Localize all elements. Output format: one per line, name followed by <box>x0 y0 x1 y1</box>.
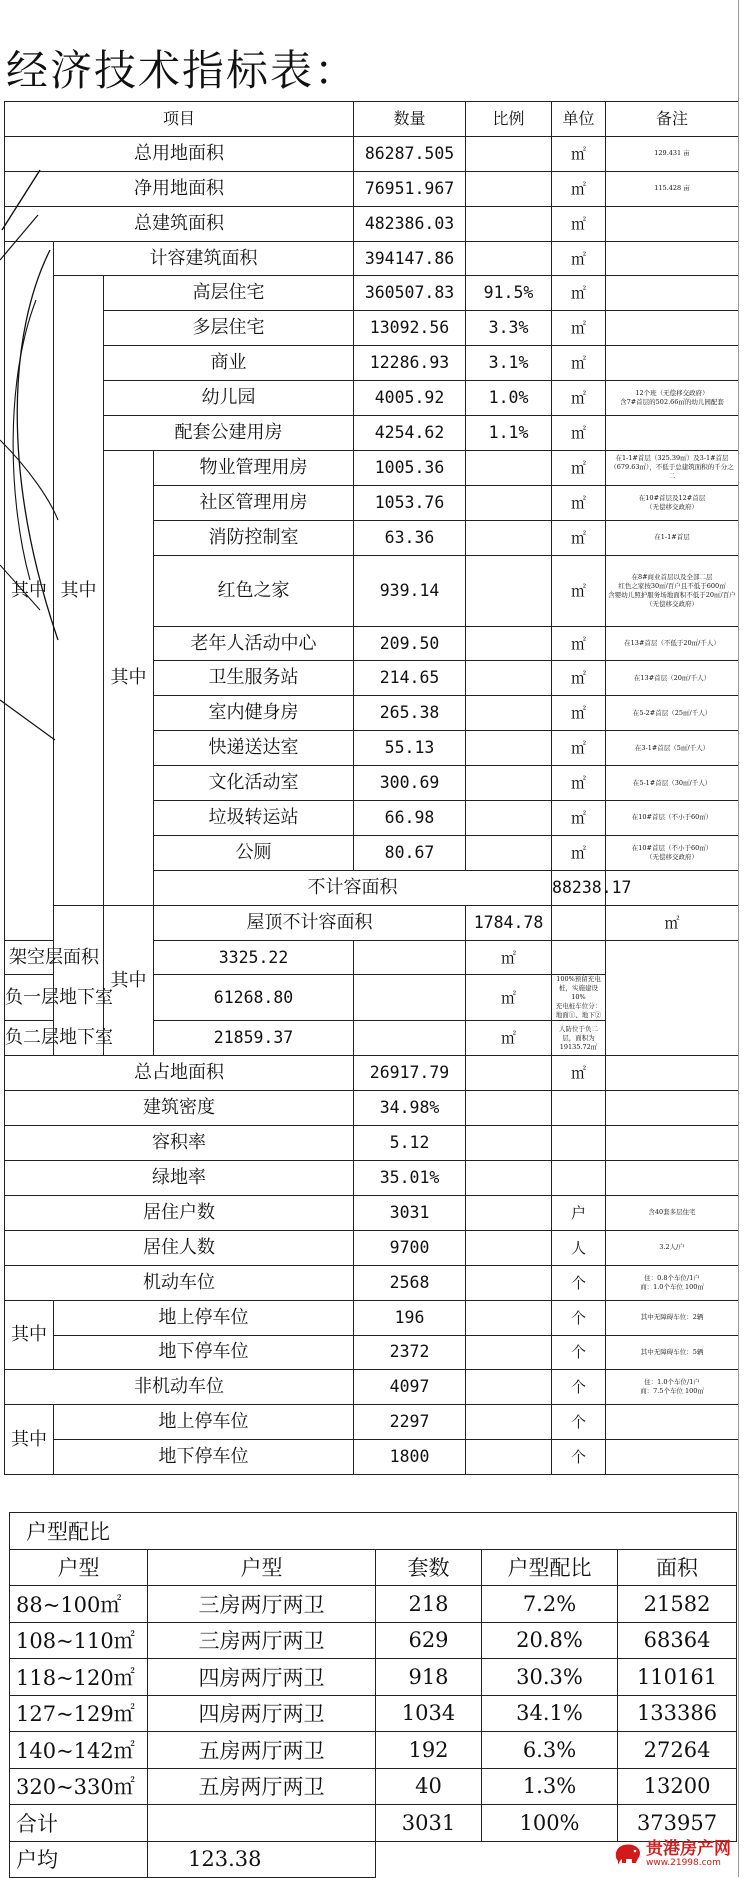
total-empty <box>148 1805 376 1842</box>
table-row <box>10 1695 737 1732</box>
row-ratio <box>466 520 552 555</box>
row-label: 垃圾转运站 <box>154 801 354 836</box>
table-row <box>5 171 739 206</box>
row-qty: 13092.56 <box>354 311 466 346</box>
row-unit: 个 <box>552 1335 606 1370</box>
group-label-qizhong: 其中 <box>5 241 54 940</box>
table-row <box>5 136 739 171</box>
unit-layout: 五房两厅两卫 <box>148 1768 376 1805</box>
row-ratio: 3.1% <box>466 346 552 381</box>
average-value: 123.38 <box>148 1841 376 1878</box>
row-unit: 个 <box>552 1405 606 1440</box>
unit-layout: 三房两厅两卫 <box>148 1622 376 1659</box>
unit-mix-caption: 户型配比 <box>10 1513 737 1550</box>
row-label: 总用地面积 <box>5 136 354 171</box>
row-ratio <box>466 206 552 241</box>
unit-size: 88~100㎡ <box>10 1586 148 1623</box>
row-note: 在13#首层（20㎡/千人） <box>606 661 739 696</box>
row-note <box>552 975 606 1021</box>
unit-size: 320~330㎡ <box>10 1768 148 1805</box>
row-qty: 86287.505 <box>354 136 466 171</box>
unit-count: 918 <box>376 1659 482 1696</box>
row-ratio <box>466 801 552 836</box>
row-unit: ㎡ <box>606 905 739 940</box>
row-unit: ㎡ <box>552 450 606 485</box>
row-unit: ㎡ <box>552 835 606 870</box>
table-row <box>5 1335 739 1370</box>
note-line: 在10#首层及12#首层 <box>638 493 706 502</box>
row-unit: ㎡ <box>552 801 606 836</box>
note-line: 在8#商业首层以及全部二层 <box>631 572 713 581</box>
row-ratio <box>466 766 552 801</box>
row-label: 配套公建用房 <box>104 416 354 451</box>
note-line: 充电桩车位分：地面①、地下② <box>555 1002 602 1020</box>
row-qty: 26917.79 <box>354 1056 466 1091</box>
row-unit: ㎡ <box>552 731 606 766</box>
row-qty: 4097 <box>354 1370 466 1405</box>
row-label: 居住人数 <box>5 1230 354 1265</box>
row-label: 屋顶不计容面积 <box>154 905 466 940</box>
row-label: 多层住宅 <box>104 311 354 346</box>
row-note: 在1-1#首层 <box>606 520 739 555</box>
row-qty: 2372 <box>354 1335 466 1370</box>
row-ratio <box>466 1405 552 1440</box>
row-note <box>606 835 739 870</box>
row-qty: 55.13 <box>354 731 466 766</box>
row-ratio <box>466 136 552 171</box>
row-note <box>606 1440 739 1475</box>
row-ratio <box>354 940 466 975</box>
row-unit: ㎡ <box>552 171 606 206</box>
row-note: 在13#首层（不低于20㎡/千人） <box>606 626 739 661</box>
row-unit: ㎡ <box>466 940 552 975</box>
unit-layout: 三房两厅两卫 <box>148 1586 376 1623</box>
table-row <box>5 206 739 241</box>
header-ratio: 比例 <box>466 102 552 137</box>
note-line: 红色之家按30㎡/百户且不低于600㎡ <box>618 581 726 590</box>
note-line: 含7#首层的502.66㎡的幼儿园配套 <box>620 398 724 407</box>
header-unit: 单位 <box>552 102 606 137</box>
watermark-logo <box>612 1836 731 1872</box>
row-qty: 394147.86 <box>354 241 466 276</box>
unit-ratio: 6.3% <box>482 1732 618 1769</box>
row-label: 老年人活动中心 <box>154 626 354 661</box>
unit-area: 13200 <box>618 1768 737 1805</box>
row-unit <box>552 1091 606 1126</box>
total-ratio: 100% <box>482 1805 618 1842</box>
row-qty: 61268.80 <box>154 975 354 1021</box>
note-line: （无偿移交政府） <box>646 599 699 608</box>
row-note: 其中无障碍车位：5辆 <box>606 1335 739 1370</box>
row-qty: 35.01% <box>354 1161 466 1196</box>
row-ratio <box>466 485 552 520</box>
row-ratio <box>354 975 466 1021</box>
note-line: 商：1.0个车位 100㎡ <box>640 1282 704 1291</box>
row-unit: ㎡ <box>552 661 606 696</box>
row-qty: 63.36 <box>354 520 466 555</box>
row-qty: 12286.93 <box>354 346 466 381</box>
row-unit <box>552 1126 606 1161</box>
table-row <box>5 1300 739 1335</box>
row-note <box>606 1161 739 1196</box>
unit-area: 21582 <box>618 1586 737 1623</box>
row-unit: ㎡ <box>552 346 606 381</box>
total-count: 3031 <box>376 1805 482 1842</box>
row-label: 快递送达室 <box>154 731 354 766</box>
unit-layout: 四房两厅两卫 <box>148 1659 376 1696</box>
group-label-qizhong: 其中 <box>5 1300 54 1370</box>
row-unit: ㎡ <box>552 311 606 346</box>
row-ratio <box>466 450 552 485</box>
row-label: 容积率 <box>5 1126 354 1161</box>
unit-mix-header: 户型 <box>148 1549 376 1586</box>
row-note <box>606 485 739 520</box>
table-row <box>5 381 739 416</box>
row-note: 其中无障碍车位：2辆 <box>606 1300 739 1335</box>
row-note <box>606 1091 739 1126</box>
row-note <box>606 346 739 381</box>
row-unit: 个 <box>552 1440 606 1475</box>
note-line: 住：1.0个车位/1户 <box>644 1378 700 1387</box>
row-label: 红色之家 <box>154 555 354 626</box>
row-note <box>606 1265 739 1300</box>
unit-count: 1034 <box>376 1695 482 1732</box>
table-row <box>5 905 739 940</box>
average-label: 户均 <box>10 1841 148 1878</box>
row-note <box>606 206 739 241</box>
table-row <box>10 1732 737 1769</box>
note-line: （679.63㎡），不低于总建筑面积的千分之二 <box>610 463 734 481</box>
row-note <box>606 311 739 346</box>
row-note: 人防位于负二层，面积为19135.72㎡ <box>552 1021 606 1056</box>
row-ratio <box>466 696 552 731</box>
group-label-qizhong: 其中 <box>54 276 104 905</box>
row-qty: 482386.03 <box>354 206 466 241</box>
row-unit: ㎡ <box>552 136 606 171</box>
unit-count: 192 <box>376 1732 482 1769</box>
row-ratio <box>466 1230 552 1265</box>
row-qty: 300.69 <box>354 766 466 801</box>
table-row <box>5 1056 739 1091</box>
row-unit: ㎡ <box>466 1021 552 1056</box>
row-ratio <box>466 1370 552 1405</box>
row-qty: 214.65 <box>354 661 466 696</box>
total-area: 373957 <box>618 1805 737 1842</box>
page-title: 经济技术指标表： <box>6 46 359 95</box>
row-ratio <box>466 1195 552 1230</box>
row-label: 机动车位 <box>5 1265 354 1300</box>
table-row <box>5 1370 739 1405</box>
row-label: 居住户数 <box>5 1195 354 1230</box>
table-row <box>5 276 739 311</box>
row-label: 建筑密度 <box>5 1091 354 1126</box>
table-row <box>5 1195 739 1230</box>
row-label: 高层住宅 <box>104 276 354 311</box>
page-edge-line <box>738 0 739 1877</box>
table-row <box>5 1265 739 1300</box>
row-ratio <box>466 626 552 661</box>
unit-area: 110161 <box>618 1659 737 1696</box>
row-qty: 265.38 <box>354 696 466 731</box>
row-label: 不计容面积 <box>154 870 552 905</box>
table-row <box>5 1091 739 1126</box>
unit-mix-header: 户型配比 <box>482 1549 618 1586</box>
table-row <box>5 1440 739 1475</box>
row-qty: 4005.92 <box>354 381 466 416</box>
row-ratio <box>466 1056 552 1091</box>
unit-count: 40 <box>376 1768 482 1805</box>
unit-ratio: 34.1% <box>482 1695 618 1732</box>
unit-size: 118~120㎡ <box>10 1659 148 1696</box>
row-label: 总占地面积 <box>5 1056 354 1091</box>
total-label: 合计 <box>10 1805 148 1842</box>
row-qty: 1784.78 <box>466 905 552 940</box>
row-unit: ㎡ <box>552 381 606 416</box>
row-unit: ㎡ <box>552 555 606 626</box>
table-row <box>10 1768 737 1805</box>
unit-area: 27264 <box>618 1732 737 1769</box>
row-qty: 2568 <box>354 1265 466 1300</box>
row-label: 非机动车位 <box>5 1370 354 1405</box>
row-label: 商业 <box>104 346 354 381</box>
row-label: 计容建筑面积 <box>54 241 354 276</box>
row-note: 129.431 亩 <box>606 136 739 171</box>
row-ratio <box>466 661 552 696</box>
row-label: 负一层地下室 <box>5 975 104 1021</box>
group-label-qizhong: 其中 <box>5 1405 54 1475</box>
table-row <box>5 241 739 276</box>
indicator-table <box>4 101 739 1475</box>
table-row <box>5 450 739 485</box>
row-label: 地下停车位 <box>54 1335 354 1370</box>
row-note: 在5-2#首层（25㎡/千人） <box>606 696 739 731</box>
note-line: （无偿移交政府） <box>646 502 699 511</box>
unit-size: 108~110㎡ <box>10 1622 148 1659</box>
row-qty: 80.67 <box>354 835 466 870</box>
row-label: 架空层面积 <box>5 940 104 975</box>
row-note <box>606 555 739 626</box>
row-qty: 21859.37 <box>154 1021 354 1056</box>
unit-mix-header: 户型 <box>10 1549 148 1586</box>
row-note <box>606 1126 739 1161</box>
unit-mix-header-row <box>10 1549 737 1586</box>
table-row <box>10 1622 737 1659</box>
note-line: 在1-1#首层（325.39㎡）及3-1#首层 <box>615 454 729 463</box>
unit-count: 218 <box>376 1586 482 1623</box>
row-qty: 4254.62 <box>354 416 466 451</box>
table-header-row <box>5 102 739 137</box>
row-label: 公厕 <box>154 835 354 870</box>
row-qty: 209.50 <box>354 626 466 661</box>
row-qty: 5.12 <box>354 1126 466 1161</box>
row-note <box>606 450 739 485</box>
row-unit: ㎡ <box>552 276 606 311</box>
table-row <box>5 311 739 346</box>
row-note <box>552 940 606 975</box>
row-unit: ㎡ <box>552 766 606 801</box>
table-row <box>5 1405 739 1440</box>
row-unit: ㎡ <box>552 520 606 555</box>
row-ratio <box>466 1265 552 1300</box>
row-unit: 个 <box>552 1370 606 1405</box>
row-note <box>606 416 739 451</box>
row-label: 绿地率 <box>5 1161 354 1196</box>
row-unit: ㎡ <box>552 416 606 451</box>
row-note: 3.2人/户 <box>606 1230 739 1265</box>
note-line: 商：7.5个车位 100㎡ <box>640 1387 704 1396</box>
row-qty: 1053.76 <box>354 485 466 520</box>
header-qty: 数量 <box>354 102 466 137</box>
row-label: 消防控制室 <box>154 520 354 555</box>
row-note <box>606 276 739 311</box>
row-label: 幼儿园 <box>104 381 354 416</box>
row-qty: 2297 <box>354 1405 466 1440</box>
row-ratio <box>466 1161 552 1196</box>
row-note: 在5-1#首层（30㎡/千人） <box>606 766 739 801</box>
row-qty: 34.98% <box>354 1091 466 1126</box>
note-line: 含婴幼儿照护服务场地面积不低于20㎡/百户 <box>608 590 736 599</box>
row-unit: ㎡ <box>552 696 606 731</box>
row-label: 社区管理用房 <box>154 485 354 520</box>
row-ratio <box>354 1021 466 1056</box>
unit-mix-header: 面积 <box>618 1549 737 1586</box>
unit-layout: 五房两厅两卫 <box>148 1732 376 1769</box>
note-line: （无偿移交政府） <box>646 852 699 861</box>
row-note <box>606 381 739 416</box>
row-unit: 户 <box>552 1195 606 1230</box>
row-label: 地下停车位 <box>54 1440 354 1475</box>
row-unit: 人 <box>552 1230 606 1265</box>
row-qty: 3325.22 <box>154 940 354 975</box>
unit-area: 68364 <box>618 1622 737 1659</box>
row-qty: 9700 <box>354 1230 466 1265</box>
table-row <box>10 1586 737 1623</box>
unit-size: 140~142㎡ <box>10 1732 148 1769</box>
row-label: 地上停车位 <box>54 1300 354 1335</box>
row-label: 文化活动室 <box>154 766 354 801</box>
table-row <box>5 416 739 451</box>
row-qty: 360507.83 <box>354 276 466 311</box>
elephant-icon <box>612 1839 646 1869</box>
row-ratio <box>466 835 552 870</box>
row-qty: 66.98 <box>354 801 466 836</box>
row-unit: 个 <box>552 1300 606 1335</box>
row-unit: ㎡ <box>552 206 606 241</box>
row-unit: ㎡ <box>552 1056 606 1091</box>
unit-mix-header: 套数 <box>376 1549 482 1586</box>
row-ratio <box>466 555 552 626</box>
row-note <box>606 1370 739 1405</box>
table-row <box>5 1161 739 1196</box>
unit-ratio: 30.3% <box>482 1659 618 1696</box>
unit-size: 127~129㎡ <box>10 1695 148 1732</box>
table-row <box>5 1230 739 1265</box>
row-qty: 3031 <box>354 1195 466 1230</box>
note-line: 12个班（无偿移交政府） <box>635 389 709 398</box>
row-unit <box>552 1161 606 1196</box>
unit-mix-caption-row <box>10 1513 737 1550</box>
row-ratio <box>466 241 552 276</box>
row-ratio <box>466 1091 552 1126</box>
row-ratio: 1.0% <box>466 381 552 416</box>
group-label-qizhong: 其中 <box>104 905 154 1056</box>
row-unit: ㎡ <box>552 485 606 520</box>
table-row <box>10 1659 737 1696</box>
note-line: 100%预留充电桩，实施建设10% <box>556 975 601 1002</box>
row-unit: ㎡ <box>552 626 606 661</box>
unit-area: 133386 <box>618 1695 737 1732</box>
unit-ratio: 20.8% <box>482 1622 618 1659</box>
watermark-url: www.21998.com <box>646 1857 721 1868</box>
table-row <box>5 346 739 381</box>
unit-layout: 四房两厅两卫 <box>148 1695 376 1732</box>
row-ratio <box>466 1335 552 1370</box>
row-label: 负二层地下室 <box>5 1021 104 1056</box>
row-unit: ㎡ <box>552 241 606 276</box>
row-label: 卫生服务站 <box>154 661 354 696</box>
unit-count: 629 <box>376 1622 482 1659</box>
note-line: 在10#首层（不小于60㎡） <box>631 843 713 852</box>
row-note <box>606 241 739 276</box>
row-note: 在3-1#首层（5㎡/千人） <box>606 731 739 766</box>
row-ratio <box>466 731 552 766</box>
header-note: 备注 <box>606 102 739 137</box>
row-note: 在10#首层（不小于60㎡） <box>606 801 739 836</box>
row-note: 115.428 亩 <box>606 171 739 206</box>
row-unit: 个 <box>552 1265 606 1300</box>
row-ratio: 3.3% <box>466 311 552 346</box>
row-ratio <box>466 1440 552 1475</box>
row-unit: ㎡ <box>466 975 552 1021</box>
header-item: 项目 <box>5 102 354 137</box>
table-row <box>5 1126 739 1161</box>
note-line: 住：0.8个车位/1户 <box>644 1273 700 1282</box>
row-qty: 196 <box>354 1300 466 1335</box>
row-label: 地上停车位 <box>54 1405 354 1440</box>
row-note <box>606 1405 739 1440</box>
row-label: 室内健身房 <box>154 696 354 731</box>
row-note: 含40套多层住宅 <box>606 1195 739 1230</box>
row-qty: 1005.36 <box>354 450 466 485</box>
row-label: 总建筑面积 <box>5 206 354 241</box>
unit-mix-table <box>9 1512 737 1878</box>
group-label-qizhong: 其中 <box>104 450 154 905</box>
row-note <box>606 1056 739 1091</box>
row-ratio <box>552 905 606 940</box>
unit-ratio: 1.3% <box>482 1768 618 1805</box>
row-qty: 76951.967 <box>354 171 466 206</box>
row-ratio: 1.1% <box>466 416 552 451</box>
row-qty: 939.14 <box>354 555 466 626</box>
row-ratio <box>466 1300 552 1335</box>
unit-ratio: 7.2% <box>482 1586 618 1623</box>
row-ratio <box>466 171 552 206</box>
row-qty: 88238.17 <box>552 870 606 905</box>
row-ratio: 91.5% <box>466 276 552 311</box>
watermark-name: 贵港房产网 <box>646 1838 731 1859</box>
row-label: 物业管理用房 <box>154 450 354 485</box>
row-qty: 1800 <box>354 1440 466 1475</box>
row-label: 净用地面积 <box>5 171 354 206</box>
row-ratio <box>466 1126 552 1161</box>
